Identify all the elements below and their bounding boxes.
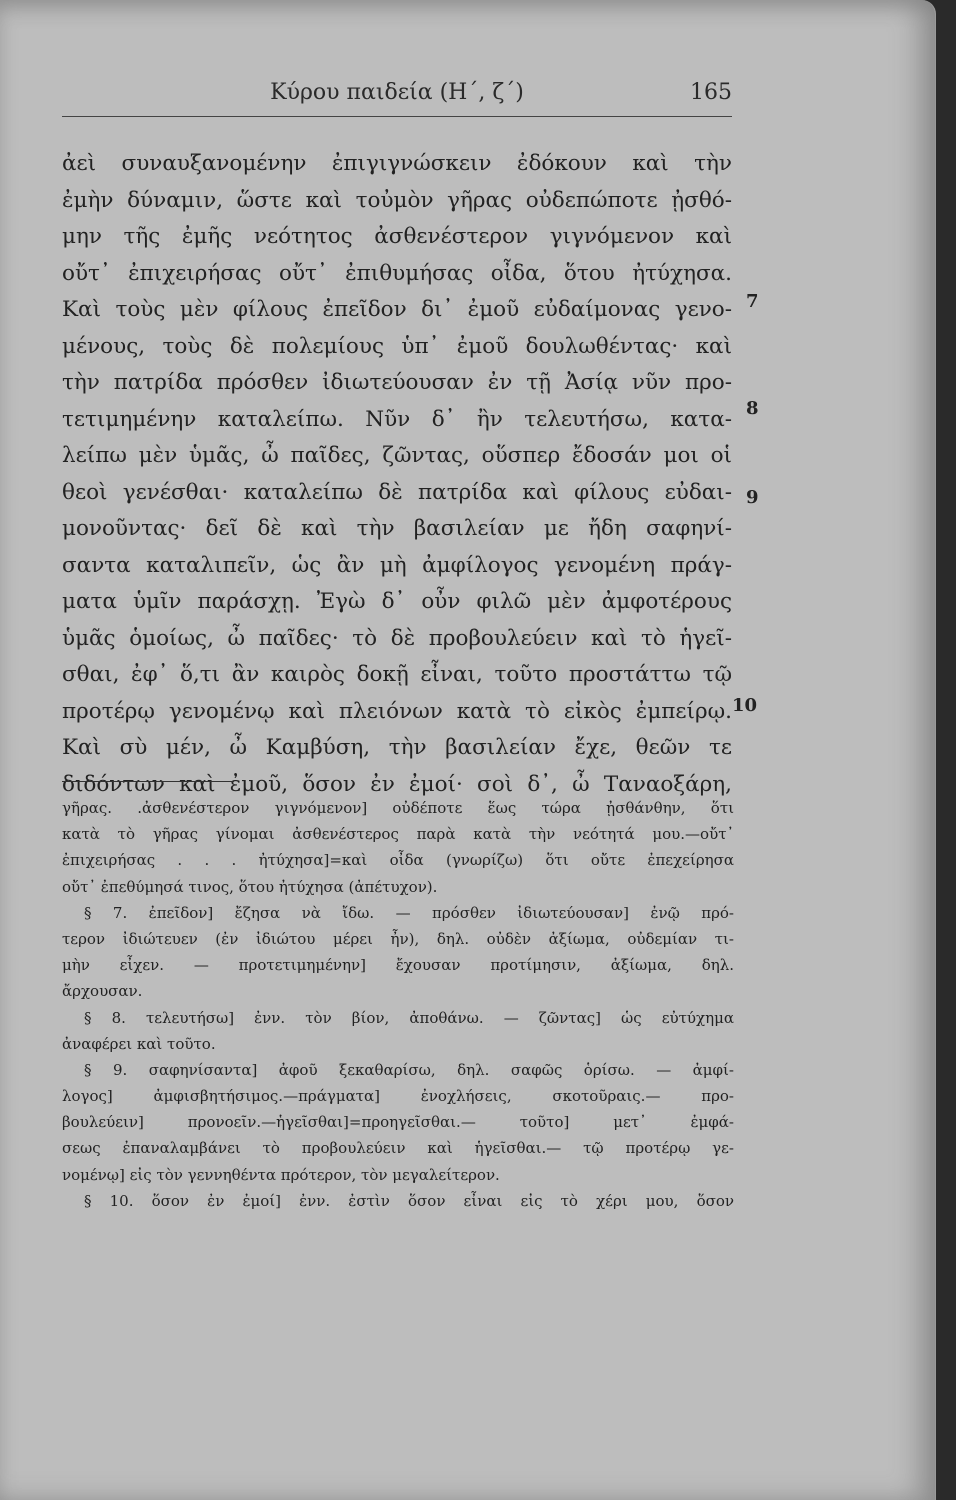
note-line: § 8. τελευτήσω] ἐνν. τὸν βίον, ἀποθάνω. — ζῶντας] ὡς εὐτύχημα	[84, 1008, 734, 1027]
text-line: μην τῆς ἐμῆς νεότητος ἀσθενέστερον γιγνόμενον καὶ	[62, 224, 732, 249]
text-line: ματα ὑμῖν παράσχῃ. Ἐγὼ δ᾽ οὖν φιλῶ μὲν ἀμφοτέρους	[62, 589, 732, 614]
section-number-10: 10	[732, 695, 758, 716]
note-line: σεως ἐπαναλαμβάνει τὸ προβουλεύειν καὶ ἡγεῖσθαι.— τῷ προτέρῳ γε-	[62, 1139, 734, 1158]
text-line: προτέρῳ γενομένῳ καὶ πλειόνων κατὰ τὸ εἰκὸς ἐμπείρῳ.	[62, 698, 732, 724]
note-line: μὴν εἶχεν. — προτετιμημένην] ἔχουσαν προτίμησιν, ἀξίωμα, δηλ.	[62, 956, 734, 975]
note-line: τερον ἰδιώτευεν (ἐν ἰδιώτου μέρει ἦν), δηλ. οὐδὲν ἀξίωμα, οὐδεμίαν τι-	[62, 929, 734, 948]
text-line: μένους, τοὺς δὲ πολεμίους ὑπ᾽ ἐμοῦ δουλωθέντας· καὶ	[62, 333, 732, 359]
note-line: ἀναφέρει καὶ τοῦτο.	[62, 1034, 216, 1053]
text-line: διδόντων καὶ ἐμοῦ, ὅσον ἐν ἐμοί· σοὶ δ᾽, ὦ Ταναοξάρη,	[62, 771, 732, 797]
text-line: τὴν πατρίδα πρόσθεν ἰδιωτεύουσαν ἐν τῇ Ἀσίᾳ νῦν προ-	[62, 370, 732, 395]
main-text	[62, 146, 732, 803]
text-line: σθαι, ἐφ᾽ ὅ,τι ἂν καιρὸς δοκῇ εἶναι, τοῦτο προστάττω τῷ	[62, 662, 732, 687]
text-line: ἀεὶ συναυξανομένην ἐπιγιγνώσκειν ἐδόκουν καὶ τὴν	[62, 151, 732, 176]
page-number: 165	[690, 80, 732, 105]
text-line: ὑμᾶς ὁμοίως, ὦ παῖδες· τὸ δὲ προβουλεύειν καὶ τὸ ἡγεῖ-	[62, 625, 732, 651]
note-line: ἐπιχειρήσας . . . ἠτύχησα]=καὶ οἶδα (γνωρίζω) ὅτι οὔτε ἐπεχείρησα	[62, 851, 734, 870]
note-line: § 9. σαφηνίσαντα] ἀφοῦ ξεκαθαρίσω, δηλ. σαφῶς ὁρίσω. — ἀμφί-	[84, 1060, 734, 1079]
text-line: ἐμὴν δύναμιν, ὥστε καὶ τοὐμὸν γῆρας οὐδεπώποτε ᾐσθό-	[62, 187, 732, 213]
section-number-9: 9	[746, 487, 759, 508]
text-line: οὔτ᾽ ἐπιχειρήσας οὔτ᾽ ἐπιθυμήσας οἶδα, ὅτου ἠτύχησα.	[62, 260, 732, 286]
text-line: Καὶ σὺ μέν, ὦ Καμβύση, τὴν βασιλείαν ἔχε, θεῶν τε	[62, 735, 732, 760]
note-line: νομένῳ] εἰς τὸν γεννηθέντα πρότερον, τὸν μεγαλείτερον.	[62, 1165, 500, 1184]
note-line: § 10. ὅσον ἐν ἐμοί] ἐνν. ἐστὶν ὅσον εἶναι εἰς τὸ χέρι μου, ὅσον	[84, 1191, 734, 1210]
text-line: λείπω μὲν ὑμᾶς, ὦ παῖδες, ζῶντας, οὕσπερ ἔδοσάν μοι οἱ	[62, 443, 732, 468]
note-line: οὔτ᾽ ἐπεθύμησά τινος, ὅτου ἠτύχησα (ἀπέτυχον).	[62, 877, 438, 896]
commentary-notes	[62, 795, 734, 1214]
text-line: θεοὶ γενέσθαι· καταλείπω δὲ πατρίδα καὶ φίλους εὐδαι-	[62, 479, 732, 505]
note-line: γῆρας. .ἀσθενέστερον γιγνόμενον] οὐδέποτε ἕως τώρα ᾐσθάνθην, ὅτι	[62, 799, 734, 817]
text-line: μονοῦντας· δεῖ δὲ καὶ τὴν βασιλείαν με ἤδη σαφηνί-	[62, 516, 732, 541]
section-number-7: 7	[746, 291, 759, 312]
section-number-8: 8	[746, 398, 759, 419]
text-line: σαντα καταλιπεῖν, ὡς ἂν μὴ ἀμφίλογος γενομένη πράγ-	[62, 552, 732, 578]
page-header	[62, 80, 732, 117]
footnote-rule	[62, 781, 234, 782]
text-line: Καὶ τοὺς μὲν φίλους ἐπεῖδον δι᾽ ἐμοῦ εὐδαίμονας γενο-	[62, 297, 732, 322]
text-line: τετιμημένην καταλείπω. Νῦν δ᾽ ἢν τελευτήσω, κατα-	[62, 406, 732, 432]
running-title: Κύρου παιδεία (Η΄, ζ΄)	[270, 80, 524, 105]
note-line: βουλεύειν] προνοεῖν.—ἡγεῖσθαι]=προηγεῖσθαι.— τοῦτο] μετ᾽ ἐμφά-	[62, 1113, 734, 1132]
note-line: κατὰ τὸ γῆρας γίνομαι ἀσθενέστερος παρὰ κατὰ τὴν νεότητά μου.—οὔτ᾽	[62, 825, 734, 844]
note-line: § 7. ἐπεῖδον] ἔζησα νὰ ἴδω. — πρόσθεν ἰδιωτεύουσαν] ἐνῷ πρό-	[84, 903, 734, 922]
note-line: λογος] ἀμφισβητήσιμος.—πράγματα] ἐνοχλήσεις, σκοτοῦραις.— προ-	[62, 1087, 734, 1106]
note-line: ἄρχουσαν.	[62, 982, 143, 1001]
